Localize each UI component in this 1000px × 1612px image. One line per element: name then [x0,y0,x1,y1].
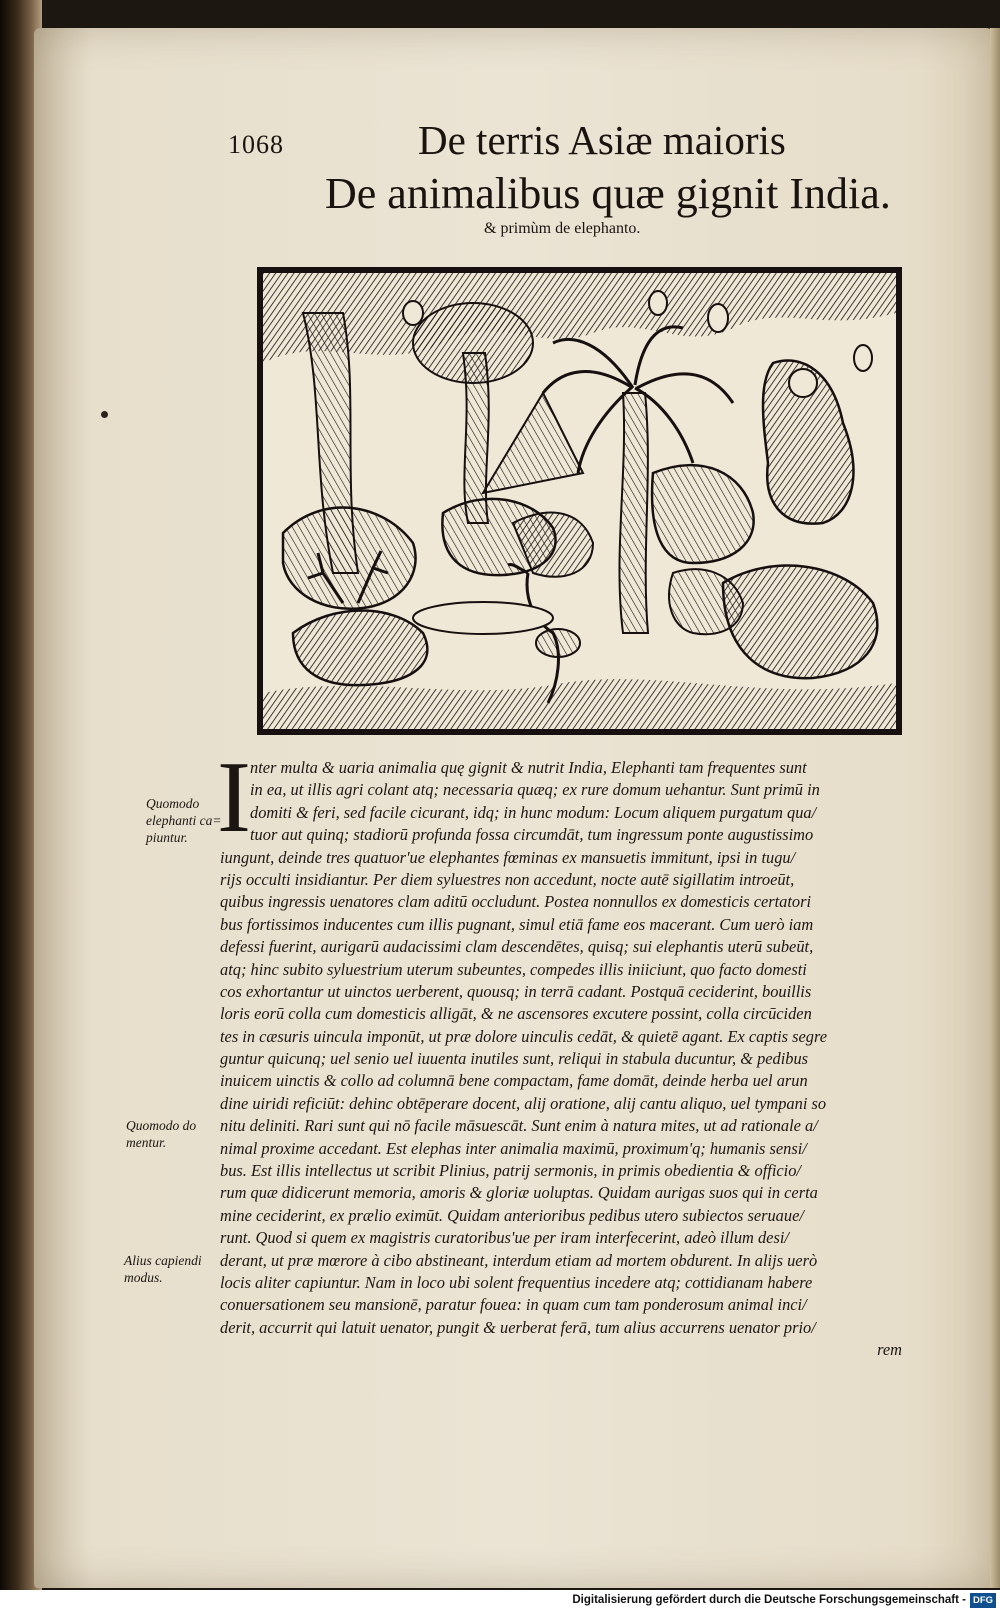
text-line: derit, accurrit qui latuit uenator, pungit & uerberat ferā, tum alius accurrens uenator prio/ [220,1317,816,1337]
dfg-logo: DFG [970,1593,996,1608]
marginal-note-other-method [124,1252,202,1286]
text-line: locis aliter capiuntur. Nam in loco ubi solent frequentius incedere atq; cottidianam habere [220,1272,813,1292]
marginal-note-capture [146,795,221,846]
text-line: loris eorū colla cum domesticis alligāt, & ne ascensores excutere possint, colla circūciden [220,1004,812,1024]
text-line: nitu deliniti. Rari sunt qui nō facile māsuescāt. Sunt enim à natura mites, ut ad rationale a/ [220,1116,818,1136]
text-line: defessi fuerint, aurigarū audacissimi clam descendētes, quisq; sui elephantis uterū subeūt, [220,937,814,957]
text-line: rijs occulti insidiantur. Per diem syluestres non accedunt, nocte autē sigillatim introeūt, [220,869,795,889]
marginal-note-taming [126,1117,196,1151]
marginal-line: piuntur. [146,830,188,845]
text-line: atq; hinc subito syluestrium uterum subeuntes, compedes illis iniiciunt, quo facto domesti [220,959,807,979]
text-line: mine ceciderint, ex prælio eximūt. Quidam anterioribus pedibus utero subiectos seruaue/ [220,1205,804,1225]
marginal-line: modus. [124,1270,163,1285]
marginal-line: elephanti ca= [146,813,222,828]
text-line: bus. Est illis intellectus ut scribit Plinius, patrij sermonis, in primis obedientia & officio/ [220,1161,801,1181]
text-line: iungunt, deinde tres quatuor'ue elephantes fœminas ex mansuetis immitunt, ipsi in tugu/ [220,847,796,867]
marginal-line: mentur. [126,1135,167,1150]
marginal-line: Quomodo [146,796,200,811]
woodcut-illustration-icon [263,273,896,729]
text-line: runt. Quod si quem ex magistris curatoribus'ue per iram interfecerint, adeò illum desi/ [220,1228,789,1248]
text-line: nter multa & uaria animalia quę gignit & nutrit India, Elephanti tam frequentes sunt [250,758,807,777]
text-line: tuor aut quinq; stadiorū profunda fossa circumdāt, tum ingressum ponte augustissimo [250,825,814,845]
marginal-line: Alius capiendi [124,1253,202,1268]
page-edge [990,28,1000,1588]
text-line: guntur quicunq; uel senio uel iuuenta inutiles sunt, reliqui in stabula ducuntur, & pedibus [220,1049,809,1069]
marginal-line: Quomodo do [126,1118,197,1133]
footer-credit: Digitalisierung gefördert durch die Deutsche Forschungsgemeinschaft - [572,1594,966,1606]
page-number: 1068 [228,130,284,159]
text-line: bus fortissimos inducentes cum illis pugnant, simul etiā fame eos macerant. Cum uerò iam [220,914,814,934]
drop-cap: I [217,741,251,854]
running-header [0,116,1000,176]
chapter-title: De animalibus quæ gignit India. [325,169,891,218]
chapter-subtitle: & primùm de elephanto. [484,220,641,237]
text-line: in ea, ut illis agri colant atq; necessaria quæq; ex rure domum uehantur. Sunt primū in [250,780,820,800]
text-line: quibus ingressis uenatores clam aditū occludunt. Postea nonnullos ex domesticis certatori [220,892,812,912]
text-line: rum quæ didicerunt memoria, amoris & gloriæ uoluptas. Quidam aurigas suos qui in certa [220,1183,818,1203]
running-title: De terris Asiæ maioris [418,117,786,163]
text-line: cos exhortantur ut uinctos uerberent, quousq; in terrā cadant. Postquā ceciderint, bouillis [220,981,812,1001]
text-line: conuersationem seu mansionē, paratur fouea: in quam cum tam ponderosum animal inci/ [220,1295,807,1315]
digitization-footer [0,1590,1000,1612]
ink-dot [101,411,108,418]
text-line: nimal proxime accedant. Est elephas inter animalia maximū, proximum'q; humanis sensi/ [220,1138,807,1158]
text-line: rem [877,1340,902,1360]
woodcut-illustration [257,267,902,735]
text-line: domiti & feri, sed facile cicurant, idq; in hunc modum: Locum aliquem purgatum qua/ [250,802,817,822]
body-text [220,757,910,1362]
text-line: dine uiridi reficiūt: dehinc obtēperare docent, alij oratione, alij cantu aliquo, uel tympani so [220,1093,827,1113]
text-line: tes in cæsuris uincula imponūt, ut præ dolore uinculis cedāt, & quietē agant. Ex captis segre [220,1026,827,1046]
text-line: derant, ut præ mœrore à cibo abstineant, interdum etiam ad mortem obdurent. In alijs uerò [220,1250,818,1270]
text-line: inuicem uinctis & collo ad columnā bene compactam, fame domāt, deinde herba uel arun [220,1071,808,1091]
